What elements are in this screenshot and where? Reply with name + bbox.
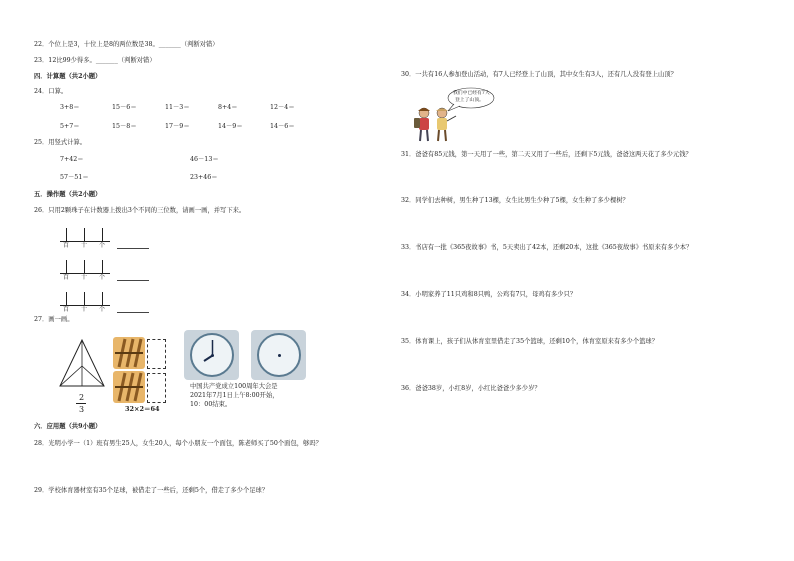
section-5-heading: 五．操作题（共2小题）: [34, 191, 102, 198]
abacus-label-ones: 个: [98, 242, 105, 249]
question-28: 28．光明小学一（1）班有男生25人，女生20人，每个小朋友一个面包，陈老师买了50个面包，够吗？: [34, 440, 322, 447]
sticks-equation: 32×2＝64: [125, 405, 160, 413]
abacus-counter: [60, 290, 110, 313]
question-31: 31．爸爸有85元钱，第一天用了一些，第二天又用了一些后，还剩下5元钱，爸爸这两天花了多少元钱？: [401, 151, 692, 158]
oral-item: 14－6＝: [270, 123, 295, 130]
abacus-label-hundreds: 百: [62, 274, 69, 281]
question-34: 34．小明家养了11只鸡和8只鸭，公鸡有7只，母鸡有多少只？: [401, 291, 577, 298]
section-4-heading: 四．计算题（共2小题）: [34, 73, 102, 80]
question-29: 29．学校体育器材室有35个足球，被借走了一些后，还剩5个，借走了多少个足球？: [34, 487, 269, 494]
fraction-denominator: 3: [79, 405, 85, 414]
abacus-label-ones: 个: [98, 274, 105, 281]
answer-blank[interactable]: [117, 312, 149, 313]
stick-bundle-image: [113, 337, 145, 369]
abacus-label-tens: 十: [80, 242, 87, 249]
vertical-calc-item: 23+46＝: [190, 174, 218, 181]
clock-end-blank-image: [251, 330, 306, 380]
abacus-label-hundreds: 百: [62, 242, 69, 249]
answer-box-dashed[interactable]: [147, 373, 166, 403]
answer-blank[interactable]: [117, 248, 149, 249]
question-25: 25．用竖式计算。: [34, 139, 87, 146]
abacus-label-tens: 十: [80, 274, 87, 281]
oral-item: 11－3＝: [165, 104, 190, 111]
abacus-label-hundreds: 百: [62, 306, 69, 313]
abacus-label-ones: 个: [98, 306, 105, 313]
oral-item: 17－9＝: [165, 123, 190, 130]
answer-blank[interactable]: [117, 280, 149, 281]
clock-start-image: [184, 330, 239, 380]
abacus-counter: [60, 258, 110, 281]
question-26: 26．只用2颗珠子在计数器上拨出3个不同的三位数，请画一画，并写下来。: [34, 207, 246, 214]
clock-caption-line: 中国共产党成立100周年大会是: [190, 383, 278, 390]
abacus-label-tens: 十: [80, 306, 87, 313]
clock-caption-line: 2021年7月1日上午8:00开始，: [190, 392, 279, 399]
oral-item: 3+8＝: [60, 104, 80, 111]
clock-caption-line: 10：00结束。: [190, 401, 232, 408]
fraction-numerator: 2: [79, 393, 85, 402]
fraction-bar: [76, 403, 86, 404]
question-30: 30．一共有16人参加登山活动，有7人已经登上了山顶，其中女生有3人，还有几人没有登上山顶？: [401, 71, 677, 78]
question-32: 32．同学们去种树，男生种了13棵，女生比男生少种了5棵，女生种了多少棵树？: [401, 197, 629, 204]
stick-bundle-image: [113, 371, 145, 403]
triangle-figure: [58, 338, 106, 388]
oral-item: 14－9＝: [218, 123, 243, 130]
oral-item: 8+4＝: [218, 104, 238, 111]
speech-text: 我们中已经有7人: [453, 91, 490, 96]
speech-text: 登上了山顶。: [455, 98, 484, 103]
oral-item: 15－6＝: [112, 104, 137, 111]
oral-item: 15－8＝: [112, 123, 137, 130]
question-33: 33．书店有一批《365夜故事》书，5天卖出了42本，还剩20本，这批《365夜故事》书原来有多少本？: [401, 244, 693, 251]
vertical-calc-item: 57－51＝: [60, 174, 89, 181]
answer-box-dashed[interactable]: [147, 339, 166, 369]
section-6-heading: 六．应用题（共9小题）: [34, 423, 102, 430]
question-35: 35．体育课上，孩子们从体育室里借走了35个篮球，还剩10个，体育室原来有多少个篮球？: [401, 338, 659, 345]
abacus-counter: [60, 226, 110, 249]
question-36: 36．爸爸38岁，小红8岁，小红比爸爸少多少岁？: [401, 385, 541, 392]
question-24: 24．口算。: [34, 88, 68, 95]
oral-item: 12－4＝: [270, 104, 295, 111]
vertical-calc-item: 7+42＝: [60, 156, 84, 163]
oral-item: 5+7＝: [60, 123, 80, 130]
question-27: 27．画一画。: [34, 316, 74, 323]
question-22: 22．个位上是3，十位上是8的两位数是38。_______（判断对错）: [34, 41, 219, 48]
question-23: 23．12比99少得多。_______（判断对错）: [34, 57, 156, 64]
vertical-calc-item: 46－13＝: [190, 156, 219, 163]
